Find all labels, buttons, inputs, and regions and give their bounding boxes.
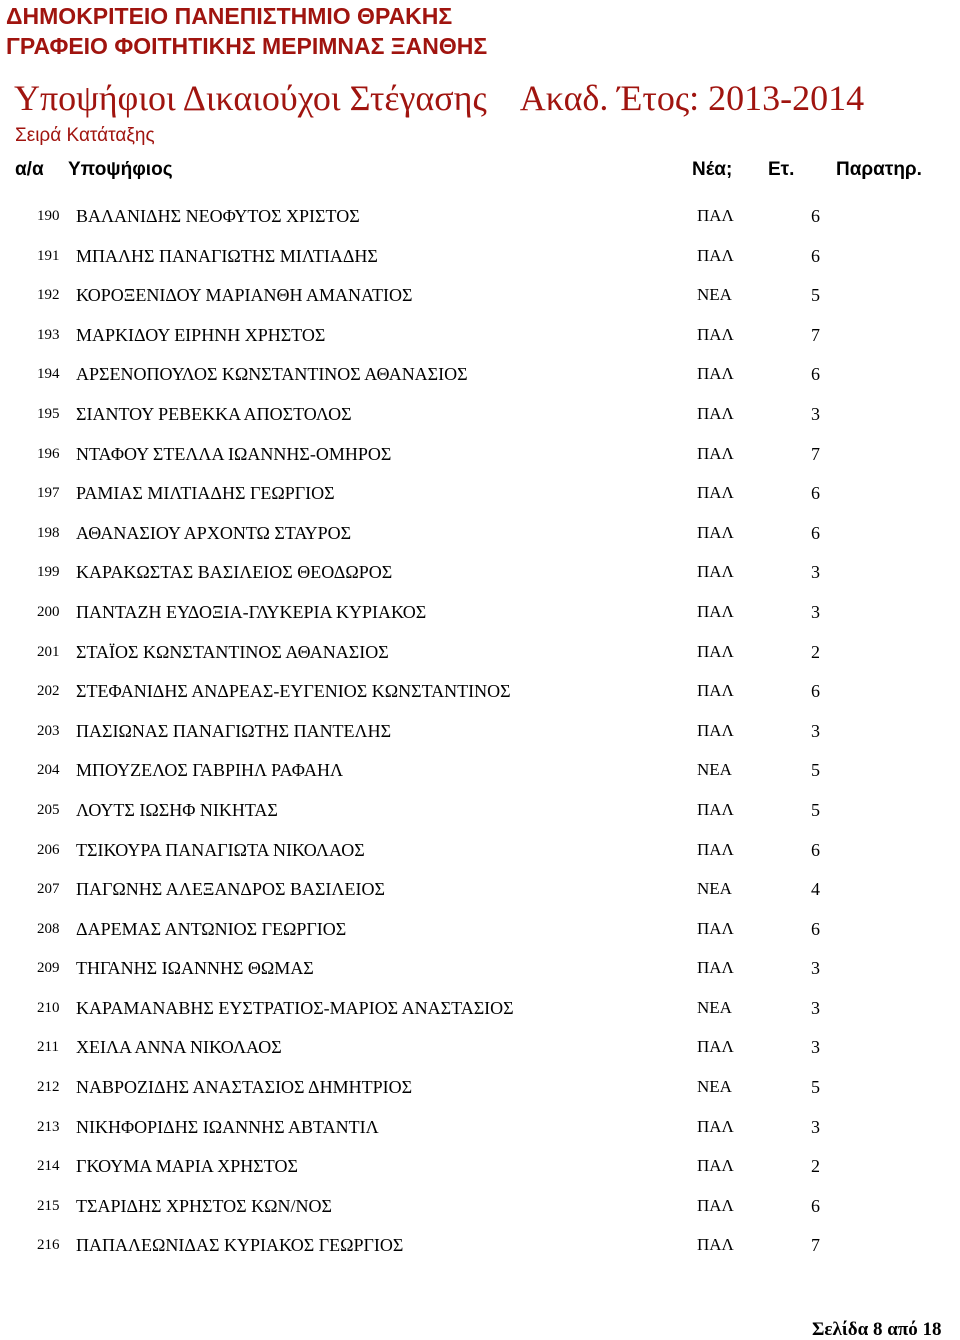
candidate-name: ΚΑΡΑΜΑΝΑΒΗΣ ΕΥΣΤΡΑΤΙΟΣ-ΜΑΡΙΟΣ ΑΝΑΣΤΑΣΙΟΣ (76, 997, 514, 1018)
study-year: 6 (811, 364, 820, 385)
column-header-candidate: Υποψήφιος (68, 159, 173, 180)
row-number: 190 (37, 208, 60, 224)
candidate-name: ΧΕΙΛΑ ΑΝΝΑ ΝΙΚΟΛΑΟΣ (76, 1037, 282, 1058)
candidate-name: ΔΑΡΕΜΑΣ ΑΝΤΩΝΙΟΣ ΓΕΩΡΓΙΟΣ (76, 918, 347, 939)
study-year: 5 (811, 760, 820, 781)
study-year: 3 (811, 1116, 820, 1137)
study-year: 5 (811, 285, 820, 306)
row-number: 214 (37, 1158, 60, 1175)
new-status: ΠΑΛ (697, 681, 734, 701)
candidate-name: ΑΡΣΕΝΟΠΟΥΛΟΣ ΚΩΝΣΤΑΝΤΙΝΟΣ ΑΘΑΝΑΣΙΟΣ (76, 364, 468, 385)
new-status: ΠΑΛ (697, 1156, 734, 1176)
row-number: 192 (37, 287, 60, 304)
row-number: 210 (37, 999, 60, 1016)
candidate-name: ΚΑΡΑΚΩΣΤΑΣ ΒΑΣΙΛΕΙΟΣ ΘΕΟΔΩΡΟΣ (76, 562, 393, 583)
new-status: ΠΑΛ (697, 522, 734, 542)
row-number: 216 (37, 1237, 60, 1254)
row-number: 215 (37, 1197, 60, 1214)
study-year: 7 (811, 324, 820, 345)
study-year: 3 (811, 601, 820, 622)
new-status: ΠΑΛ (697, 245, 734, 265)
study-year: 3 (811, 562, 820, 583)
office-name: ΓΡΑΦΕΙΟ ΦΟΙΤΗΤΙΚΗΣ ΜΕΡΙΜΝΑΣ ΞΑΝΘΗΣ (6, 33, 488, 59)
table-row (0, 483, 960, 523)
new-status: ΠΑΛ (697, 206, 734, 225)
table-row (0, 760, 960, 800)
table-row (0, 840, 960, 880)
row-number: 211 (37, 1039, 59, 1056)
title-text: Υποψήφιοι Δικαιούχοι Στέγασης (14, 78, 487, 118)
row-number: 209 (37, 960, 60, 977)
study-year: 2 (811, 641, 820, 662)
row-number: 191 (37, 247, 60, 264)
new-status: ΝΕΑ (697, 760, 732, 780)
study-year: 6 (811, 483, 820, 504)
table-row (0, 206, 960, 246)
row-number: 193 (37, 326, 60, 343)
study-year: 3 (811, 958, 820, 979)
candidate-name: ΜΠΑΛΗΣ ΠΑΝΑΓΙΩΤΗΣ ΜΙΛΤΙΑΔΗΣ (76, 245, 378, 266)
new-status: ΠΑΛ (697, 443, 734, 463)
candidate-name: ΓΚΟΥΜΑ ΜΑΡΙΑ ΧΡΗΣΤΟΣ (76, 1156, 298, 1177)
table-row (0, 721, 960, 761)
new-status: ΝΕΑ (697, 285, 732, 305)
row-number: 200 (37, 603, 60, 620)
new-status: ΠΑΛ (697, 601, 734, 621)
candidate-name: ΤΗΓΑΝΗΣ ΙΩΑΝΝΗΣ ΘΩΜΑΣ (76, 958, 314, 979)
column-header-new: Νέα; (692, 159, 733, 180)
new-status: ΝΕΑ (697, 879, 732, 899)
table-row (0, 1196, 960, 1236)
new-status: ΠΑΛ (697, 1195, 734, 1215)
table-row (0, 523, 960, 563)
study-year: 6 (811, 206, 820, 226)
candidate-name: ΤΣΑΡΙΔΗΣ ΧΡΗΣΤΟΣ ΚΩΝ/ΝΟΣ (76, 1195, 333, 1216)
new-status: ΠΑΛ (697, 641, 734, 661)
candidate-name: ΛΟΥΤΣ ΙΩΣΗΦ ΝΙΚΗΤΑΣ (76, 799, 278, 820)
study-year: 3 (811, 1037, 820, 1058)
table-row (0, 246, 960, 286)
new-status: ΠΑΛ (697, 483, 734, 503)
candidate-name: ΤΣΙΚΟΥΡΑ ΠΑΝΑΓΙΩΤΑ ΝΙΚΟΛΑΟΣ (76, 839, 365, 860)
new-status: ΠΑΛ (697, 918, 734, 938)
row-number: 195 (37, 405, 60, 422)
row-number: 205 (37, 801, 60, 818)
row-number: 206 (37, 841, 60, 858)
candidate-name: ΒΑΛΑΝΙΔΗΣ ΝΕΟΦΥΤΟΣ ΧΡΙΣΤΟΣ (76, 206, 360, 226)
candidate-name: ΠΑΠΑΛΕΩΝΙΔΑΣ ΚΥΡΙΑΚΟΣ ΓΕΩΡΓΙΟΣ (76, 1235, 404, 1256)
page-number: Σελίδα 8 από 18 (812, 1319, 942, 1340)
row-number: 199 (37, 564, 60, 581)
study-year: 2 (811, 1156, 820, 1177)
study-year: 4 (811, 879, 820, 900)
candidate-name: ΜΑΡΚΙΔΟΥ ΕΙΡΗΝΗ ΧΡΗΣΤΟΣ (76, 324, 326, 345)
university-name: ΔΗΜΟΚΡΙΤΕΙΟ ΠΑΝΕΠΙΣΤΗΜΙΟ ΘΡΑΚΗΣ (6, 3, 453, 29)
study-year: 6 (811, 681, 820, 702)
table-row (0, 325, 960, 365)
table-row (0, 1037, 960, 1077)
row-number: 196 (37, 445, 60, 462)
candidate-name: ΣΤΕΦΑΝΙΔΗΣ ΑΝΔΡΕΑΣ-ΕΥΓΕΝΙΟΣ ΚΩΝΣΤΑΝΤΙΝΟΣ (76, 681, 511, 702)
new-status: ΠΑΛ (697, 1037, 734, 1057)
page-title (14, 80, 864, 116)
column-header-year: Ετ. (768, 159, 795, 180)
new-status: ΠΑΛ (697, 562, 734, 582)
candidate-name: ΠΑΓΩΝΗΣ ΑΛΕΞΑΝΔΡΟΣ ΒΑΣΙΛΕΙΟΣ (76, 879, 385, 900)
row-number: 194 (37, 366, 60, 383)
new-status: ΠΑΛ (697, 1235, 734, 1255)
academic-year: Ακαδ. Έτος: 2013-2014 (519, 78, 865, 118)
new-status: ΠΑΛ (697, 839, 734, 859)
row-number: 198 (37, 524, 60, 541)
table-row (0, 1077, 960, 1117)
new-status: ΠΑΛ (697, 324, 734, 344)
study-year: 6 (811, 839, 820, 860)
study-year: 7 (811, 1235, 820, 1256)
study-year: 6 (811, 1195, 820, 1216)
row-number: 203 (37, 722, 60, 739)
new-status: ΝΕΑ (697, 1077, 732, 1097)
study-year: 6 (811, 918, 820, 939)
table-row (0, 998, 960, 1038)
row-number: 204 (37, 762, 60, 779)
study-year: 5 (811, 799, 820, 820)
table-row (0, 444, 960, 484)
table-row (0, 364, 960, 404)
table-row (0, 562, 960, 602)
study-year: 3 (811, 403, 820, 424)
candidate-name: ΚΟΡΟΞΕΝΙΔΟΥ ΜΑΡΙΑΝΘΗ ΑΜΑΝΑΤΙΟΣ (76, 285, 413, 306)
column-header-aa: α/α (15, 159, 44, 180)
page-subtitle: Σειρά Κατάταξης (15, 125, 155, 146)
row-number: 202 (37, 683, 60, 700)
table-row (0, 1117, 960, 1157)
row-number: 208 (37, 920, 60, 937)
candidate-name: ΜΠΟΥΖΕΛΟΣ ΓΑΒΡΙΗΛ ΡΑΦΑΗΛ (76, 760, 344, 781)
study-year: 6 (811, 245, 820, 266)
table-row (0, 1156, 960, 1196)
study-year: 3 (811, 720, 820, 741)
candidate-name: ΝΑΒΡΟΖΙΔΗΣ ΑΝΑΣΤΑΣΙΟΣ ΔΗΜΗΤΡΙΟΣ (76, 1077, 413, 1098)
table-row (0, 642, 960, 682)
candidate-list (0, 206, 960, 1275)
new-status: ΠΑΛ (697, 720, 734, 740)
new-status: ΝΕΑ (697, 997, 732, 1017)
table-row (0, 800, 960, 840)
new-status: ΠΑΛ (697, 403, 734, 423)
new-status: ΠΑΛ (697, 799, 734, 819)
column-header-notes: Παρατηρ. (836, 159, 922, 180)
candidate-name: ΠΑΣΙΩΝΑΣ ΠΑΝΑΓΙΩΤΗΣ ΠΑΝΤΕΛΗΣ (76, 720, 392, 741)
new-status: ΠΑΛ (697, 1116, 734, 1136)
candidate-name: ΑΘΑΝΑΣΙΟΥ ΑΡΧΟΝΤΩ ΣΤΑΥΡΟΣ (76, 522, 352, 543)
study-year: 3 (811, 997, 820, 1018)
candidate-name: ΣΙΑΝΤΟΥ ΡΕΒΕΚΚΑ ΑΠΟΣΤΟΛΟΣ (76, 403, 352, 424)
table-row (0, 681, 960, 721)
study-year: 5 (811, 1077, 820, 1098)
row-number: 197 (37, 485, 60, 502)
row-number: 213 (37, 1118, 60, 1135)
candidate-name: ΣΤΑΪΟΣ ΚΩΝΣΤΑΝΤΙΝΟΣ ΑΘΑΝΑΣΙΟΣ (76, 641, 389, 662)
row-number: 207 (37, 881, 60, 898)
row-number: 201 (37, 643, 60, 660)
table-row (0, 1235, 960, 1275)
study-year: 6 (811, 522, 820, 543)
candidate-name: ΝΤΑΦΟΥ ΣΤΕΛΛΑ ΙΩΑΝΝΗΣ-ΟΜΗΡΟΣ (76, 443, 392, 464)
table-row (0, 404, 960, 444)
table-row (0, 879, 960, 919)
candidate-name: ΝΙΚΗΦΟΡΙΔΗΣ ΙΩΑΝΝΗΣ ΑΒΤΑΝΤΙΛ (76, 1116, 379, 1137)
row-number: 212 (37, 1079, 60, 1096)
candidate-name: ΠΑΝΤΑΖΗ ΕΥΔΟΞΙΑ-ΓΛΥΚΕΡΙΑ ΚΥΡΙΑΚΟΣ (76, 601, 427, 622)
table-row (0, 919, 960, 959)
new-status: ΠΑΛ (697, 958, 734, 978)
table-row (0, 958, 960, 998)
table-row (0, 602, 960, 642)
table-row (0, 285, 960, 325)
study-year: 7 (811, 443, 820, 464)
new-status: ΠΑΛ (697, 364, 734, 384)
candidate-name: ΡΑΜΙΑΣ ΜΙΛΤΙΑΔΗΣ ΓΕΩΡΓΙΟΣ (76, 483, 335, 504)
